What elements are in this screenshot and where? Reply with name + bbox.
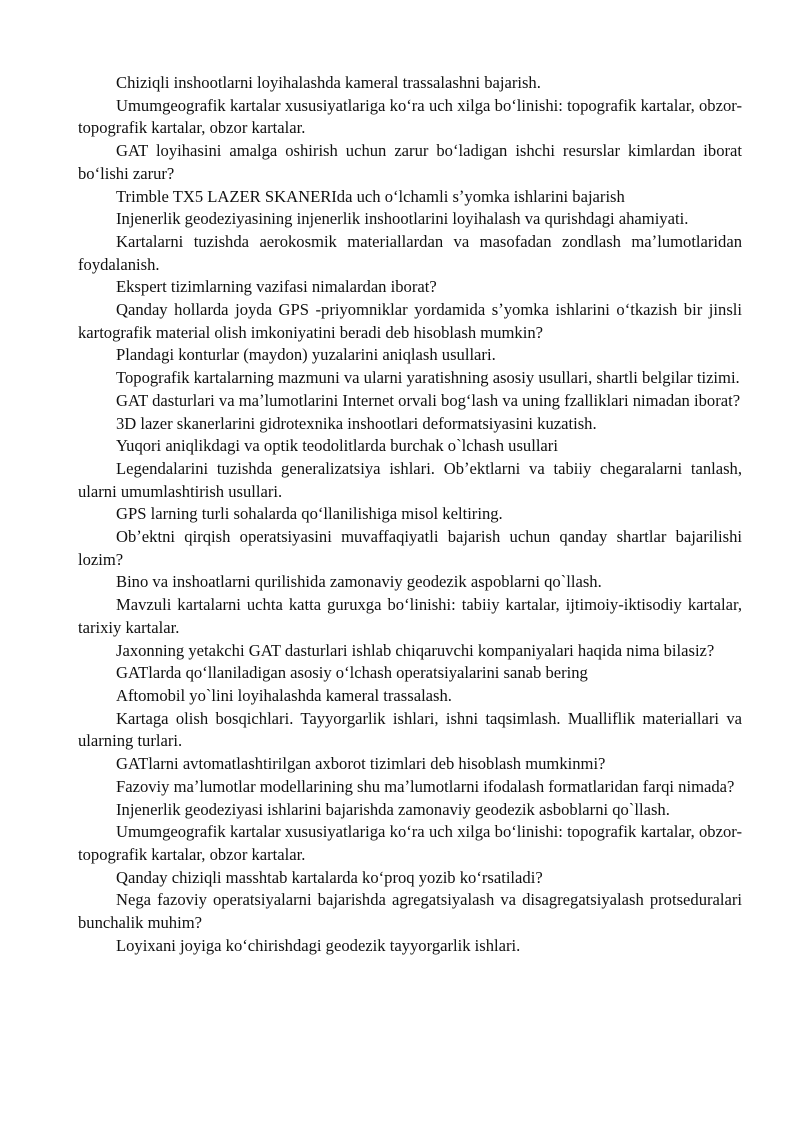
paragraph: Aftomobil yo`lini loyihalashda kameral trassalash. (116, 685, 452, 705)
paragraph: Injenerlik geodeziyasining injenerlik inshootlarini loyihalash va qurishdagi ahamiyati. (116, 209, 689, 229)
paragraph: Mavzuli kartalarni uchta katta guruxga boʻlinishi: tabiiy kartalar, ijtimoiy-iktisodiy kartalar, tarixiy kartalar. (78, 595, 742, 637)
paragraph: Umumgeografik kartalar xususiyatlariga koʻra uch xilga boʻlinishi: topografik kartalar, obzor-topografik kartalar, obzor kartalar. (78, 822, 742, 864)
paragraph: Plandagi konturlar (maydon) yuzalarini aniqlash usullari. (116, 345, 496, 365)
paragraph: Bino va inshoatlarni qurilishida zamonaviy geodezik aspoblarni qo`llash. (116, 572, 602, 592)
paragraph: Nega fazoviy operatsiyalarni bajarishda agregatsiyalash va disagregatsiyalash protseduralari bunchalik muhim? (78, 890, 742, 933)
paragraph: Loyixani joyiga koʻchirishdagi geodezik tayyorgarlik ishlari. (116, 935, 521, 955)
paragraph: Yuqori aniqlikdagi va optik teodolitlarda burchak o`lchash usullari (116, 436, 558, 456)
document-page (78, 72, 742, 957)
paragraph: Obʼektni qirqish operatsiyasini muvaffaqiyatli bajarish uchun qanday shartlar bajarilishi lozim? (78, 527, 742, 569)
paragraph: Qanday chiziqli masshtab kartalarda koʻproq yozib koʻrsatiladi? (116, 867, 543, 887)
paragraph: Ekspert tizimlarning vazifasi nimalardan iborat? (116, 277, 437, 297)
paragraph: Umumgeografik kartalar xususiyatlariga koʻra uch xilga boʻlinishi: topografik kartalar, obzor-topografik kartalar, obzor kartalar. (78, 95, 742, 138)
paragraph: Kartalarni tuzishda aerokosmik materiallardan va masofadan zondlash maʼlumotlaridan foydalanish. (78, 231, 742, 274)
paragraph: Fazoviy maʼlumotlar modellarining shu maʼlumotlarni ifodalash formatlaridan farqi nimada? (116, 776, 735, 796)
paragraph: GPS larning turli sohalarda qoʻllanilishiga misol keltiring. (116, 504, 503, 524)
paragraph: Topografik kartalarning mazmuni va ularni yaratishning asosiy usullari, shartli belgilar tizimi. (116, 368, 740, 388)
paragraph: GAT dasturlari va maʼlumotlarini Internet orvali bogʻlash va uning fzalliklari nimadan iborat? (116, 390, 741, 410)
paragraph: Trimble TX5 LAZER SKANERIda uch oʻlchamli sʼyomka ishlarini bajarish (116, 186, 625, 206)
paragraph: GATlarni avtomatlashtirilgan axborot tizimlari deb hisoblash mumkinmi? (116, 754, 606, 774)
paragraph: GAT loyihasini amalga oshirish uchun zarur boʻladigan ishchi resurslar kimlardan iborat boʻlishi zarur? (78, 141, 742, 183)
paragraph: Injenerlik geodeziyasi ishlarini bajarishda zamonaviy geodezik asboblarni qo`llash. (116, 799, 670, 819)
paragraph: Jaxonning yetakchi GAT dasturlari ishlab chiqaruvchi kompaniyalari haqida nima bilasiz? (116, 640, 715, 660)
paragraph: 3D lazer skanerlarini gidrotexnika inshootlari deformatsiyasini kuzatish. (116, 413, 597, 433)
paragraph: Kartaga olish bosqichlari. Tayyorgarlik ishlari, ishni taqsimlash. Mualliflik materiallari va ularning turlari. (78, 708, 742, 751)
paragraph: Qanday hollarda joyda GPS -priyomniklar yordamida sʼyomka ishlarini oʻtkazish bir jinsli kartografik material olish imkoniyatini beradi deb hisoblash mumkin? (78, 300, 742, 342)
paragraph: Legendalarini tuzishda generalizatsiya ishlari. Obʼektlarni va tabiiy chegaralarni tanlash, ularni umumlashtirish usullari. (78, 458, 742, 501)
paragraph: Chiziqli inshootlarni loyihalashda kameral trassalashni bajarish. (116, 73, 541, 92)
paragraph: GATlarda qoʻllaniladigan asosiy oʻlchash operatsiyalarini sanab bering (116, 663, 588, 683)
